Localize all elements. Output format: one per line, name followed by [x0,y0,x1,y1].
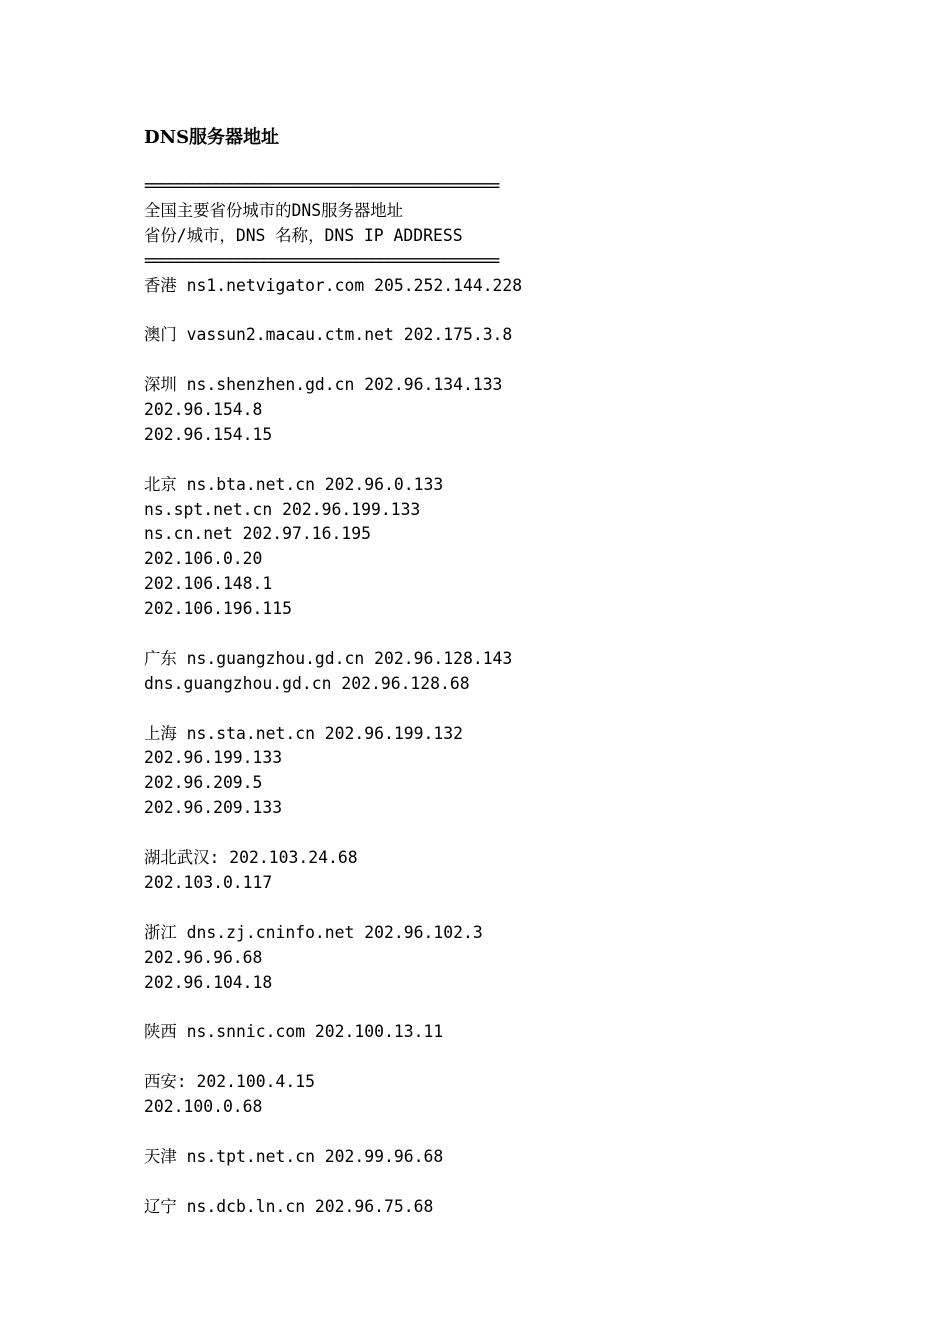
document-title: DNS服务器地址 [144,127,280,148]
dns-entry-line: 202.106.196.115 [144,599,293,619]
dns-entry-line: 深圳 ns.shenzhen.gd.cn 202.96.134.133 [144,375,503,395]
dns-entry-line [144,1120,904,1145]
dns-entry-line: 西安: 202.100.4.15 [144,1072,315,1092]
dns-entry-line: dns.guangzhou.gd.cn 202.96.128.68 [144,673,470,693]
dns-entry-line: 上海 ns.sta.net.cn 202.96.199.132 [144,723,463,743]
dns-entry-line [144,821,904,846]
dns-entry-line: 陕西 ns.snnic.com 202.100.13.11 [144,1022,444,1042]
dns-entry-line [144,348,904,373]
dns-entry-line: 202.96.209.5 [144,773,263,793]
dns-entry-line: 202.96.199.133 [144,748,283,768]
dns-entry-line: ns.spt.net.cn 202.96.199.133 [144,499,421,519]
document-page [144,124,904,1219]
dns-entry-list [144,274,904,1220]
dns-entry-line: 澳门 vassun2.macau.ctm.net 202.175.3.8 [144,325,513,345]
dns-entry-line [144,622,904,647]
dns-entry-line: 202.96.154.8 [144,400,263,420]
dns-entry-line: 202.96.104.18 [144,972,273,992]
dns-entry-line [144,448,904,473]
document-body [144,174,904,1219]
dns-entry-line: 202.96.209.133 [144,798,283,818]
dns-entry-line: 广东 ns.guangzhou.gd.cn 202.96.128.143 [144,648,513,668]
dns-entry-line [144,298,904,323]
dns-entry-line: 北京 ns.bta.net.cn 202.96.0.133 [144,474,444,494]
dns-entry-line: 202.100.0.68 [144,1096,263,1116]
header-line: 省份/城市，DNS 名称，DNS IP ADDRESS [144,225,463,245]
dns-entry-line: 浙江 dns.zj.cninfo.net 202.96.102.3 [144,922,483,942]
dns-entry-line [144,896,904,921]
dns-entry-line: 202.96.154.15 [144,424,273,444]
separator-rule: ============================================= [144,250,499,270]
dns-entry-line [144,1045,904,1070]
dns-entry-line: 湖北武汉: 202.103.24.68 [144,848,358,868]
dns-entry-line: 202.106.148.1 [144,574,273,594]
dns-entry-line: 202.96.96.68 [144,947,263,967]
dns-entry-line [144,995,904,1020]
header-line: 全国主要省份城市的DNS服务器地址 [144,200,404,220]
separator-rule: ============================================= [144,176,499,195]
dns-entry-line: ns.cn.net 202.97.16.195 [144,524,371,544]
dns-entry-line: 202.106.0.20 [144,549,263,569]
dns-entry-line [144,697,904,722]
dns-entry-line: 香港 ns1.netvigator.com 205.252.144.228 [144,275,523,295]
dns-entry-line [144,1170,904,1195]
dns-entry-line: 天津 ns.tpt.net.cn 202.99.96.68 [144,1146,444,1166]
dns-entry-line: 辽宁 ns.dcb.ln.cn 202.96.75.68 [144,1196,434,1216]
dns-entry-line: 202.103.0.117 [144,872,273,892]
